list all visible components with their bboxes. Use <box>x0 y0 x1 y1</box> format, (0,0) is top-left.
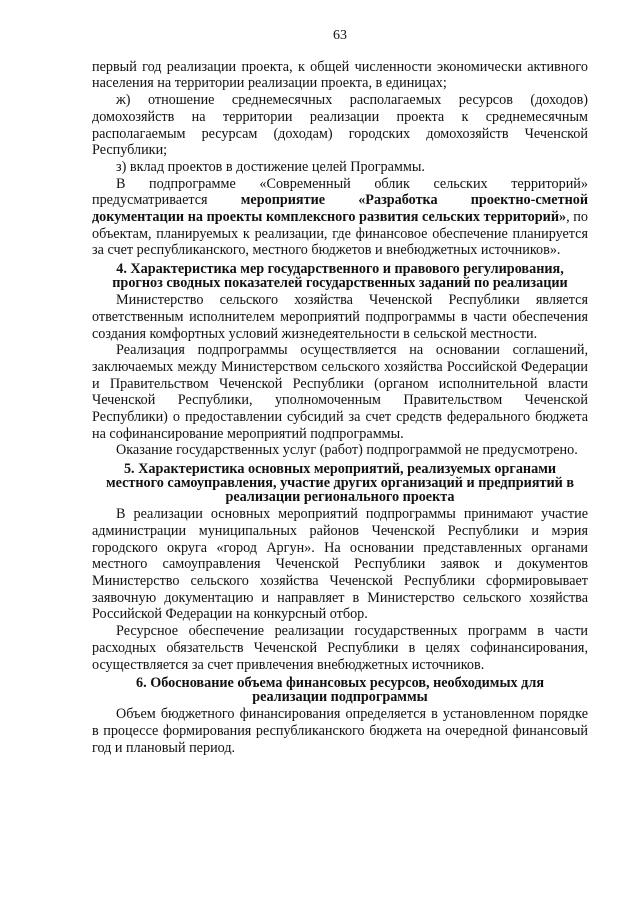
heading-line: прогноз сводных показателей государственных заданий по реализации <box>112 275 568 292</box>
section-heading-4 <box>92 262 588 290</box>
heading-line: реализации подпрограммы <box>252 689 428 706</box>
paragraph-item-zh: ж) отношение среднемесячных располагаемых ресурсов (доходов) домохозяйств на территории реализации проекта к среднемесячным располагаемым ресурсам (доходам) городских домохозяйств Чеченской Республики; <box>92 92 588 159</box>
paragraph-budget: Объем бюджетного финансирования определяется в установленном порядке в процессе формирования республиканского бюджета на очередной финансовый год и плановый период. <box>92 706 588 756</box>
heading-line: реализации регионального проекта <box>225 489 455 506</box>
paragraph-ministry: Министерство сельского хозяйства Чеченской Республики является ответственным исполнителем мероприятий подпрограммы в части обеспечения создания комфортных условий жизнедеятельности в сельской местности. <box>92 292 588 342</box>
bold-text-run: мероприятие «Разработка проектно-сметной документации на проекты комплексного развития сельских территорий» <box>92 192 589 226</box>
paragraph-participants: В реализации основных мероприятий подпрограммы принимают участие администрации муниципальных районов Чеченской Республики и мэрия городского округа «город Аргун». На основании представленных органами местного самоуправления Чеченской Республики заявок и документов Министерство сельского хозяйства Чеченской Республики сформировывает заявочную документацию и направляет в Министерство сельского хозяйства Российской Федерации на конкурсный отбор. <box>92 506 588 623</box>
paragraph-para-intro: первый год реализации проекта, к общей численности экономически активного населения на территории реализации проекта, в единицах; <box>92 58 588 92</box>
heading-line: 4. Характеристика мер государственного и правового регулирования, <box>116 261 564 278</box>
paragraph-subprogram-measure <box>92 176 588 260</box>
text-run: В подпрограмме «Современный облик сельских территорий» предусматривается <box>92 175 588 209</box>
heading-line: 5. Характеристика основных мероприятий, реализуемых органами <box>123 461 557 478</box>
page-number: 63 <box>333 28 347 43</box>
section-heading-5 <box>92 462 588 504</box>
paragraph-item-z: з) вклад проектов в достижение целей Программы. <box>116 158 425 175</box>
section-heading-6 <box>92 676 588 704</box>
text-run: , по объектам, планируемых к реализации, где финансовое обеспечение планируется за счет республиканского, местного бюджетов и внебюджетных источников». <box>92 209 588 259</box>
paragraph-resources: Ресурсное обеспечение реализации государственных программ в части расходных обязательств Чеченской Республики в целях софинансирования, осуществляется за счет привлечения внебюджетных источников. <box>92 623 588 673</box>
paragraph-services: Оказание государственных услуг (работ) подпрограммой не предусмотрено. <box>116 442 578 459</box>
paragraph-agreements: Реализация подпрограммы осуществляется на основании соглашений, заключаемых между Министерством сельского хозяйства Российской Федерации и Правительством Чеченской Республики (органом исполнительной власти Чеченской Республики, уполномоченным Правительством Чеченской Республики) о предоставлении субсидий за счет средств федерального бюджета на софинансирование мероприятий подпрограммы. <box>92 342 588 442</box>
heading-line: местного самоуправления, участие других организаций и предприятий в <box>105 475 575 492</box>
heading-line: 6. Обоснование объема финансовых ресурсов, необходимых для <box>136 675 544 692</box>
